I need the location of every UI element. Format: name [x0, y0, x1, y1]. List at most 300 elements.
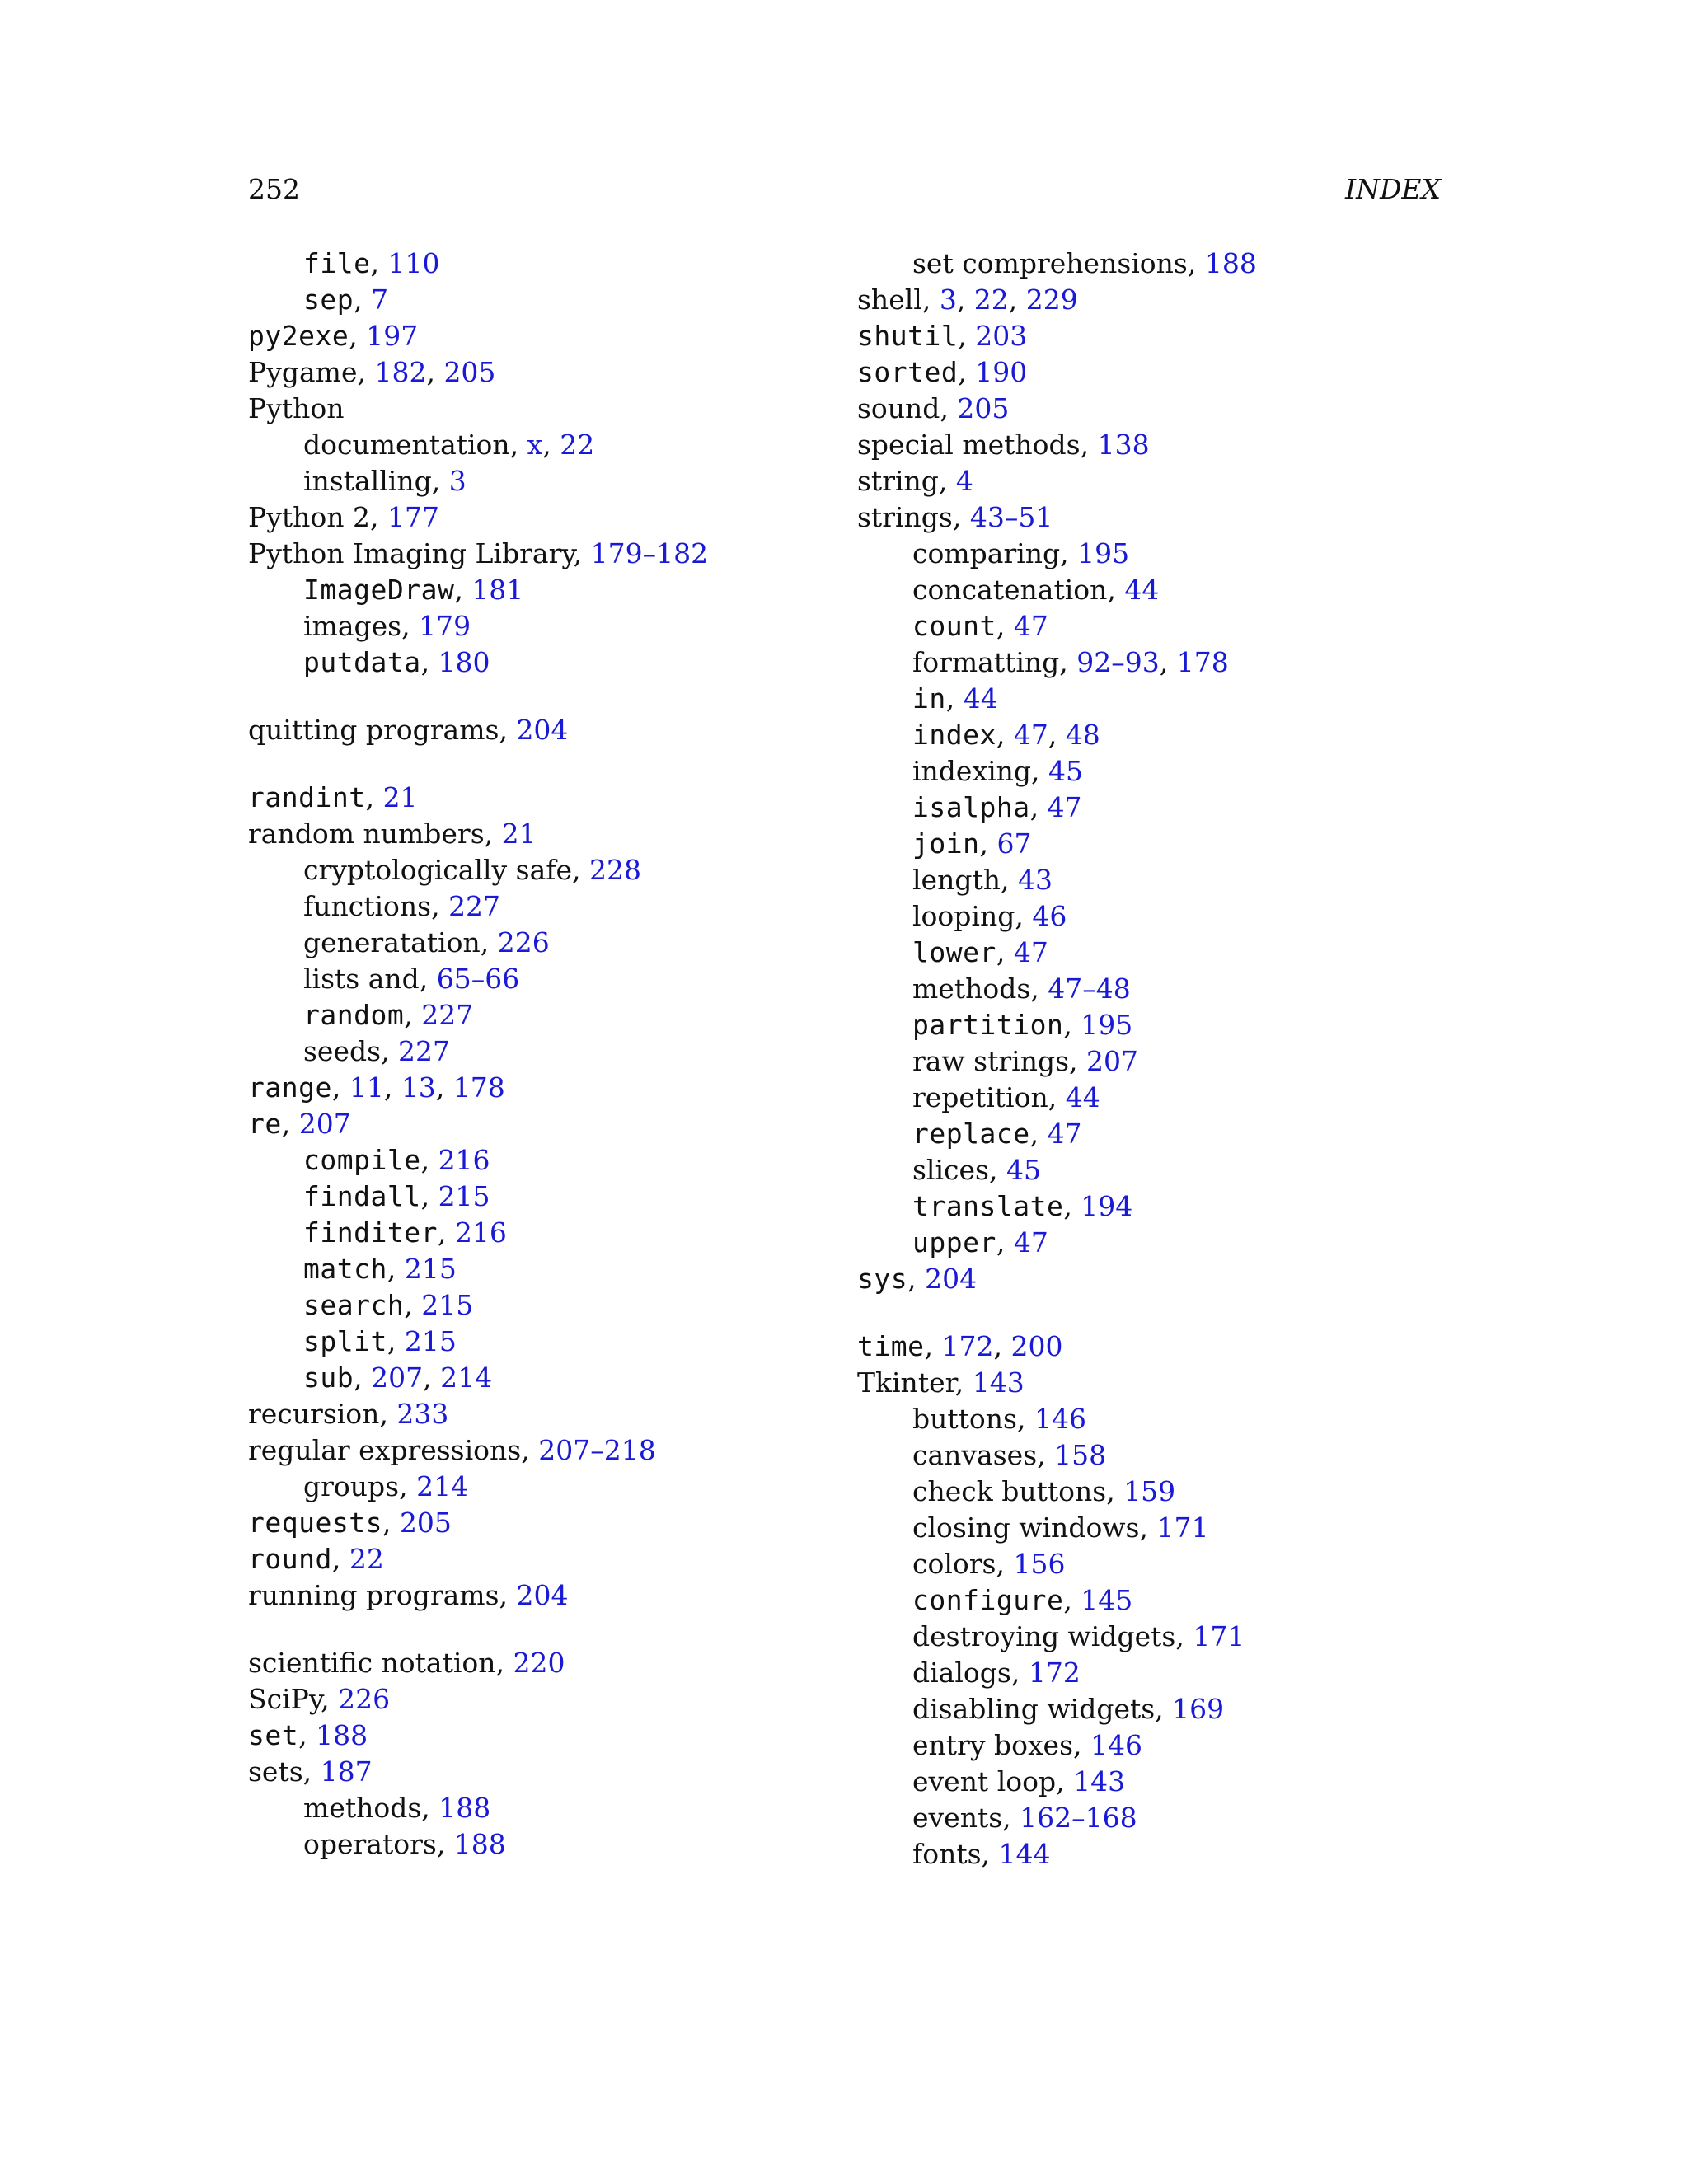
index-term: upper — [912, 1226, 996, 1258]
index-term: length — [912, 864, 1001, 896]
index-term: running programs — [248, 1579, 499, 1611]
index-subentry — [248, 246, 842, 282]
page-link[interactable]: 21 — [501, 818, 537, 850]
page-link[interactable]: 205 — [443, 356, 496, 388]
page-link[interactable]: 44 — [1065, 1081, 1100, 1113]
index-term: sub — [303, 1361, 354, 1394]
index-entry — [857, 391, 1451, 427]
page-link[interactable]: 47 — [1013, 610, 1048, 642]
page-link[interactable]: 179 — [419, 610, 471, 642]
index-subentry — [857, 862, 1451, 898]
index-column-left — [248, 246, 842, 1863]
page-link[interactable]: 207 — [371, 1361, 424, 1394]
page-references: , 177 — [369, 501, 439, 533]
page-references: , 21 — [484, 818, 537, 850]
page-link[interactable]: 179–182 — [590, 537, 709, 569]
page-references: , 67 — [979, 827, 1032, 860]
page-link[interactable]: 138 — [1097, 429, 1150, 461]
index-subentry — [857, 1043, 1451, 1080]
page-link[interactable]: 182 — [374, 356, 427, 388]
page-references: , 145 — [1063, 1584, 1133, 1616]
index-term: finditer — [303, 1216, 438, 1249]
page-link[interactable]: 22 — [349, 1543, 384, 1575]
page-references: , 46 — [1015, 900, 1067, 932]
index-term: set comprehensions — [912, 247, 1188, 279]
page-references: , 233 — [379, 1398, 449, 1430]
page-link[interactable]: 145 — [1081, 1584, 1133, 1616]
index-subentry — [857, 1116, 1451, 1152]
page-link[interactable]: 143 — [972, 1366, 1025, 1399]
page-references: , 207–218 — [521, 1434, 656, 1466]
index-entry — [857, 463, 1451, 499]
index-subentry — [248, 1324, 842, 1360]
index-entry — [248, 391, 842, 427]
page-link[interactable]: 215 — [421, 1289, 474, 1321]
index-term: raw strings — [912, 1045, 1070, 1077]
index-entry — [248, 1577, 842, 1614]
index-term: check buttons — [912, 1475, 1107, 1507]
page-references: , 181 — [454, 574, 524, 606]
page-link[interactable]: 47 — [1047, 791, 1082, 823]
page-references: , 4 — [938, 465, 973, 497]
index-subentry — [248, 608, 842, 644]
page-references: , 214 — [399, 1470, 469, 1502]
page-references: , 187 — [302, 1755, 373, 1788]
index-term: Python — [248, 392, 345, 424]
index-entry — [248, 1070, 842, 1106]
index-subentry — [248, 888, 842, 925]
index-term: recursion — [248, 1398, 380, 1430]
index-entry — [248, 1681, 842, 1718]
page-references: , 215 — [404, 1289, 474, 1321]
page-link[interactable]: 13 — [401, 1071, 436, 1104]
page-references: , 45 — [1031, 755, 1083, 787]
page-link[interactable]: 92–93 — [1076, 646, 1160, 678]
page-link[interactable]: 229 — [1025, 284, 1078, 316]
index-term: set — [248, 1719, 299, 1751]
index-term: cryptologically safe — [303, 854, 573, 886]
index-subentry — [857, 826, 1451, 862]
page-link[interactable]: 227 — [448, 890, 501, 922]
page-link[interactable]: 207–218 — [538, 1434, 656, 1466]
page-references: , 203 — [958, 320, 1028, 352]
page-link[interactable]: 44 — [963, 682, 998, 715]
index-entry — [248, 1505, 842, 1541]
index-term: configure — [912, 1584, 1064, 1616]
page-link[interactable]: 214 — [416, 1470, 469, 1502]
index-subentry — [248, 961, 842, 997]
index-subentry — [857, 572, 1451, 608]
index-term: methods — [303, 1792, 422, 1824]
index-term: round — [248, 1543, 332, 1575]
index-entry — [248, 536, 842, 572]
page-link[interactable]: 47 — [1013, 1226, 1048, 1258]
index-subentry — [857, 1510, 1451, 1546]
page-link[interactable]: 48 — [1065, 719, 1100, 751]
page-references: , 21 — [365, 781, 418, 813]
page-references: , 169 — [1155, 1693, 1225, 1725]
index-subentry — [857, 681, 1451, 717]
index-entry — [857, 427, 1451, 463]
page-link[interactable]: 188 — [316, 1719, 368, 1751]
page-references: , 216 — [437, 1216, 507, 1249]
index-entry — [857, 1261, 1451, 1297]
index-subentry — [248, 572, 842, 608]
page-link[interactable]: 197 — [366, 320, 419, 352]
index-entry — [248, 712, 842, 748]
page-references: , 188 — [421, 1792, 491, 1824]
page-references: , 197 — [349, 320, 419, 352]
page-link[interactable]: 204 — [516, 1579, 569, 1611]
index-subentry — [857, 971, 1451, 1007]
page-link[interactable]: 7 — [371, 284, 389, 316]
index-term: entry boxes — [912, 1729, 1074, 1761]
index-subentry — [857, 1188, 1451, 1225]
page-references: , 47, 48 — [996, 719, 1100, 751]
page-references: , 215 — [387, 1325, 457, 1357]
page-link[interactable]: 226 — [338, 1683, 391, 1715]
index-subentry — [248, 427, 842, 463]
index-subentry — [857, 1619, 1451, 1655]
page-references: , 65–66 — [419, 963, 520, 995]
index-subentry — [857, 246, 1451, 282]
page-link[interactable]: 178 — [452, 1071, 505, 1104]
page-references: , 195 — [1060, 537, 1130, 569]
page-link[interactable]: 47 — [1047, 1118, 1082, 1150]
page-link[interactable]: 3 — [939, 284, 957, 316]
page-references: , 215 — [420, 1180, 490, 1212]
page-link[interactable]: 227 — [398, 1035, 451, 1067]
page-link[interactable]: 22 — [973, 284, 1009, 316]
page-references: , 47 — [1029, 1118, 1082, 1150]
page-link[interactable]: 171 — [1193, 1620, 1245, 1652]
index-term: documentation — [303, 429, 510, 461]
index-term: requests — [248, 1507, 382, 1539]
page-link[interactable]: 226 — [497, 926, 550, 958]
index-subentry — [248, 463, 842, 499]
page-link[interactable]: 45 — [1006, 1154, 1041, 1186]
page-references: , 188 — [1187, 247, 1257, 279]
page-link[interactable]: 205 — [399, 1507, 452, 1539]
page-link[interactable]: 172 — [1028, 1657, 1081, 1689]
page-link[interactable]: 190 — [975, 356, 1028, 388]
page-references: , 22 — [331, 1543, 384, 1575]
page-references: , 11, 13, 178 — [331, 1071, 505, 1104]
index-subentry — [857, 1474, 1451, 1510]
index-term: random — [303, 999, 405, 1031]
page-link[interactable]: 44 — [1124, 574, 1160, 606]
page-link[interactable]: 46 — [1032, 900, 1067, 932]
index-subentry — [248, 1826, 842, 1863]
page-link[interactable]: 172 — [941, 1330, 994, 1362]
page-link[interactable]: 214 — [440, 1361, 493, 1394]
page-link[interactable]: 188 — [453, 1828, 506, 1860]
index-term: join — [912, 827, 980, 860]
index-term: count — [912, 610, 996, 642]
index-term: Pygame — [248, 356, 358, 388]
page-references: , 47–48 — [1030, 972, 1131, 1005]
page-link[interactable]: 227 — [421, 999, 474, 1031]
page-references: , 204 — [499, 1579, 569, 1611]
index-subentry — [857, 1546, 1451, 1582]
page-references: , 159 — [1106, 1475, 1176, 1507]
index-subentry — [857, 1401, 1451, 1437]
index-entry — [248, 1541, 842, 1577]
page-link[interactable]: 188 — [1204, 247, 1257, 279]
page-link[interactable]: 188 — [438, 1792, 491, 1824]
page-link[interactable]: x — [527, 429, 543, 461]
page-link[interactable]: 207 — [1086, 1045, 1139, 1077]
page-link[interactable]: 11 — [349, 1071, 384, 1104]
index-term: lower — [912, 936, 996, 968]
index-subentry — [248, 1142, 842, 1179]
index-term: generatation — [303, 926, 481, 958]
index-term: py2exe — [248, 320, 349, 352]
index-term: time — [857, 1330, 925, 1362]
page-references: , 207 — [281, 1108, 351, 1140]
page-references: , 188 — [298, 1719, 368, 1751]
index-subentry — [857, 1727, 1451, 1764]
index-subentry — [248, 997, 842, 1033]
index-subentry — [248, 852, 842, 888]
page-references: , 146 — [1016, 1403, 1086, 1435]
index-term: strings — [857, 501, 953, 533]
index-term: translate — [912, 1190, 1064, 1222]
index-term: concatenation — [912, 574, 1108, 606]
index-term: dialogs — [912, 1657, 1011, 1689]
index-subentry — [857, 1152, 1451, 1188]
index-subentry — [248, 282, 842, 318]
page-link[interactable]: 215 — [404, 1325, 457, 1357]
index-term: Python Imaging Library — [248, 537, 574, 569]
page-references: , 158 — [1037, 1439, 1107, 1471]
page-references: , x, 22 — [509, 429, 595, 461]
page-link[interactable]: 162–168 — [1020, 1802, 1137, 1834]
page-link[interactable]: 177 — [387, 501, 439, 533]
index-term: in — [912, 682, 946, 715]
page-references: , 207, 214 — [354, 1361, 493, 1394]
index-term: looping — [912, 900, 1015, 932]
page-link[interactable]: 233 — [396, 1398, 449, 1430]
page-references: , 215 — [387, 1253, 457, 1285]
index-entry — [248, 354, 842, 391]
page-link[interactable]: 195 — [1081, 1009, 1133, 1041]
index-subentry — [857, 790, 1451, 826]
index-term: ImageDraw — [303, 574, 455, 606]
page-link[interactable]: 65–66 — [436, 963, 520, 995]
page-link[interactable]: 47 — [1013, 719, 1048, 751]
index-term: isalpha — [912, 791, 1030, 823]
page-link[interactable]: 45 — [1048, 755, 1083, 787]
index-subentry — [857, 1655, 1451, 1691]
index-term: compile — [303, 1144, 421, 1176]
index-term: index — [912, 719, 996, 751]
index-term: destroying widgets — [912, 1620, 1176, 1652]
page-references: , 44 — [945, 682, 998, 715]
page-references: , 188 — [436, 1828, 506, 1860]
index-term: random numbers — [248, 818, 485, 850]
index-entry — [857, 354, 1451, 391]
page-references: , 43 — [1000, 864, 1053, 896]
page-link[interactable]: 156 — [1013, 1548, 1066, 1580]
index-term: formatting — [912, 646, 1060, 678]
index-term: indexing — [912, 755, 1032, 787]
index-entry — [248, 1396, 842, 1432]
page-link[interactable]: 67 — [996, 827, 1032, 860]
index-entry — [857, 1329, 1451, 1365]
index-entry — [248, 1718, 842, 1754]
page-link[interactable]: 110 — [387, 247, 440, 279]
page-references: , 226 — [480, 926, 550, 958]
index-subentry — [857, 1764, 1451, 1800]
index-term: Python 2 — [248, 501, 370, 533]
index-term: sep — [303, 284, 354, 316]
index-term: partition — [912, 1009, 1064, 1041]
page-link[interactable]: 22 — [560, 429, 595, 461]
page-link[interactable]: 207 — [298, 1108, 351, 1140]
page-link[interactable]: 194 — [1081, 1190, 1133, 1222]
page-references: , 227 — [381, 1035, 451, 1067]
page-references: , 194 — [1063, 1190, 1133, 1222]
page-link[interactable]: 146 — [1090, 1729, 1143, 1761]
index-subentry — [857, 536, 1451, 572]
index-term: shutil — [857, 320, 959, 352]
page-references: , 220 — [495, 1647, 565, 1679]
index-entry — [857, 1365, 1451, 1401]
index-column-right — [857, 246, 1451, 1872]
page-references: , 45 — [989, 1154, 1041, 1186]
page-link[interactable]: 204 — [516, 714, 569, 746]
page-references: , 204 — [499, 714, 569, 746]
index-entry — [857, 282, 1451, 318]
page-references: , 47 — [1029, 791, 1082, 823]
page-link[interactable]: 181 — [471, 574, 524, 606]
index-subentry — [248, 1790, 842, 1826]
index-term: replace — [912, 1118, 1030, 1150]
page-references: , 204 — [907, 1263, 978, 1295]
index-entry — [248, 1106, 842, 1142]
page-link[interactable]: 205 — [957, 392, 1010, 424]
page-link[interactable]: 204 — [925, 1263, 978, 1295]
page-references: , 179–182 — [573, 537, 709, 569]
page-link[interactable]: 187 — [320, 1755, 373, 1788]
page-references: , 205 — [940, 392, 1010, 424]
index-entry — [248, 1754, 842, 1790]
index-term: quitting programs — [248, 714, 499, 746]
page-references: , 7 — [354, 284, 389, 316]
index-term: scientific notation — [248, 1647, 496, 1679]
index-subentry — [248, 925, 842, 961]
page-link[interactable]: 159 — [1123, 1475, 1176, 1507]
index-subentry — [248, 1179, 842, 1215]
index-term: canvases — [912, 1439, 1038, 1471]
page-link[interactable]: 216 — [454, 1216, 507, 1249]
index-subentry — [248, 1251, 842, 1287]
page-link[interactable]: 216 — [438, 1144, 490, 1176]
index-term: string — [857, 465, 939, 497]
page-link[interactable]: 158 — [1054, 1439, 1107, 1471]
page-references: , 144 — [981, 1838, 1051, 1870]
page-link[interactable]: 228 — [589, 854, 641, 886]
page-link[interactable]: 47–48 — [1048, 972, 1131, 1005]
index-term: shell — [857, 284, 922, 316]
page-link[interactable]: 200 — [1010, 1330, 1063, 1362]
page-link[interactable]: 47 — [1013, 936, 1048, 968]
index-term: sound — [857, 392, 940, 424]
page-references: , 195 — [1063, 1009, 1133, 1041]
index-term: special methods — [857, 429, 1081, 461]
index-entry — [248, 318, 842, 354]
index-term: colors — [912, 1548, 996, 1580]
page-references: , 92–93, 178 — [1059, 646, 1229, 678]
index-term: events — [912, 1802, 1003, 1834]
index-term: search — [303, 1289, 405, 1321]
page-link[interactable]: 21 — [382, 781, 418, 813]
page-references: , 216 — [420, 1144, 490, 1176]
page-references: , 227 — [404, 999, 474, 1031]
page-link[interactable]: 144 — [998, 1838, 1051, 1870]
page-link[interactable]: 4 — [955, 465, 973, 497]
page-references: , 190 — [958, 356, 1028, 388]
index-term: regular expressions — [248, 1434, 522, 1466]
index-term: SciPy — [248, 1683, 321, 1715]
index-subentry — [248, 1287, 842, 1324]
page-references: , 171 — [1175, 1620, 1245, 1652]
page-link[interactable]: 178 — [1176, 646, 1229, 678]
index-entry — [248, 816, 842, 852]
page-link[interactable]: 215 — [404, 1253, 457, 1285]
page-link[interactable]: 180 — [438, 646, 490, 678]
index-entry — [248, 1645, 842, 1681]
index-term: comparing — [912, 537, 1061, 569]
page-link[interactable]: 169 — [1172, 1693, 1225, 1725]
page-link[interactable]: 171 — [1156, 1511, 1209, 1544]
index-subentry — [857, 1437, 1451, 1474]
page-link[interactable]: 3 — [448, 465, 467, 497]
page-references: , 156 — [996, 1548, 1066, 1580]
page-references: , 3 — [431, 465, 467, 497]
index-term: fonts — [912, 1838, 982, 1870]
index-term: range — [248, 1071, 332, 1104]
page-link[interactable]: 215 — [438, 1180, 490, 1212]
page-references: , 146 — [1073, 1729, 1143, 1761]
index-term: split — [303, 1325, 387, 1357]
index-term: Tkinter — [857, 1366, 955, 1399]
index-entry — [857, 318, 1451, 354]
index-term: sys — [857, 1263, 908, 1295]
page-references: , 227 — [431, 890, 501, 922]
index-subentry — [857, 935, 1451, 971]
page-link[interactable]: 43 — [1017, 864, 1053, 896]
index-subentry — [857, 1582, 1451, 1619]
index-term: putdata — [303, 646, 421, 678]
index-term: installing — [303, 465, 432, 497]
page-references: , 44 — [1107, 574, 1160, 606]
page-link[interactable]: 220 — [513, 1647, 565, 1679]
page-references: , 182, 205 — [357, 356, 496, 388]
page-link[interactable]: 146 — [1034, 1403, 1086, 1435]
index-subentry — [857, 1007, 1451, 1043]
page-link[interactable]: 43–51 — [969, 501, 1053, 533]
page-references: , 228 — [572, 854, 641, 886]
index-term: re — [248, 1108, 282, 1140]
page-link[interactable]: 203 — [975, 320, 1028, 352]
index-subentry — [857, 717, 1451, 753]
index-term: file — [303, 247, 371, 279]
index-subentry — [857, 1691, 1451, 1727]
page-link[interactable]: 143 — [1073, 1765, 1126, 1797]
page-link[interactable]: 195 — [1077, 537, 1130, 569]
